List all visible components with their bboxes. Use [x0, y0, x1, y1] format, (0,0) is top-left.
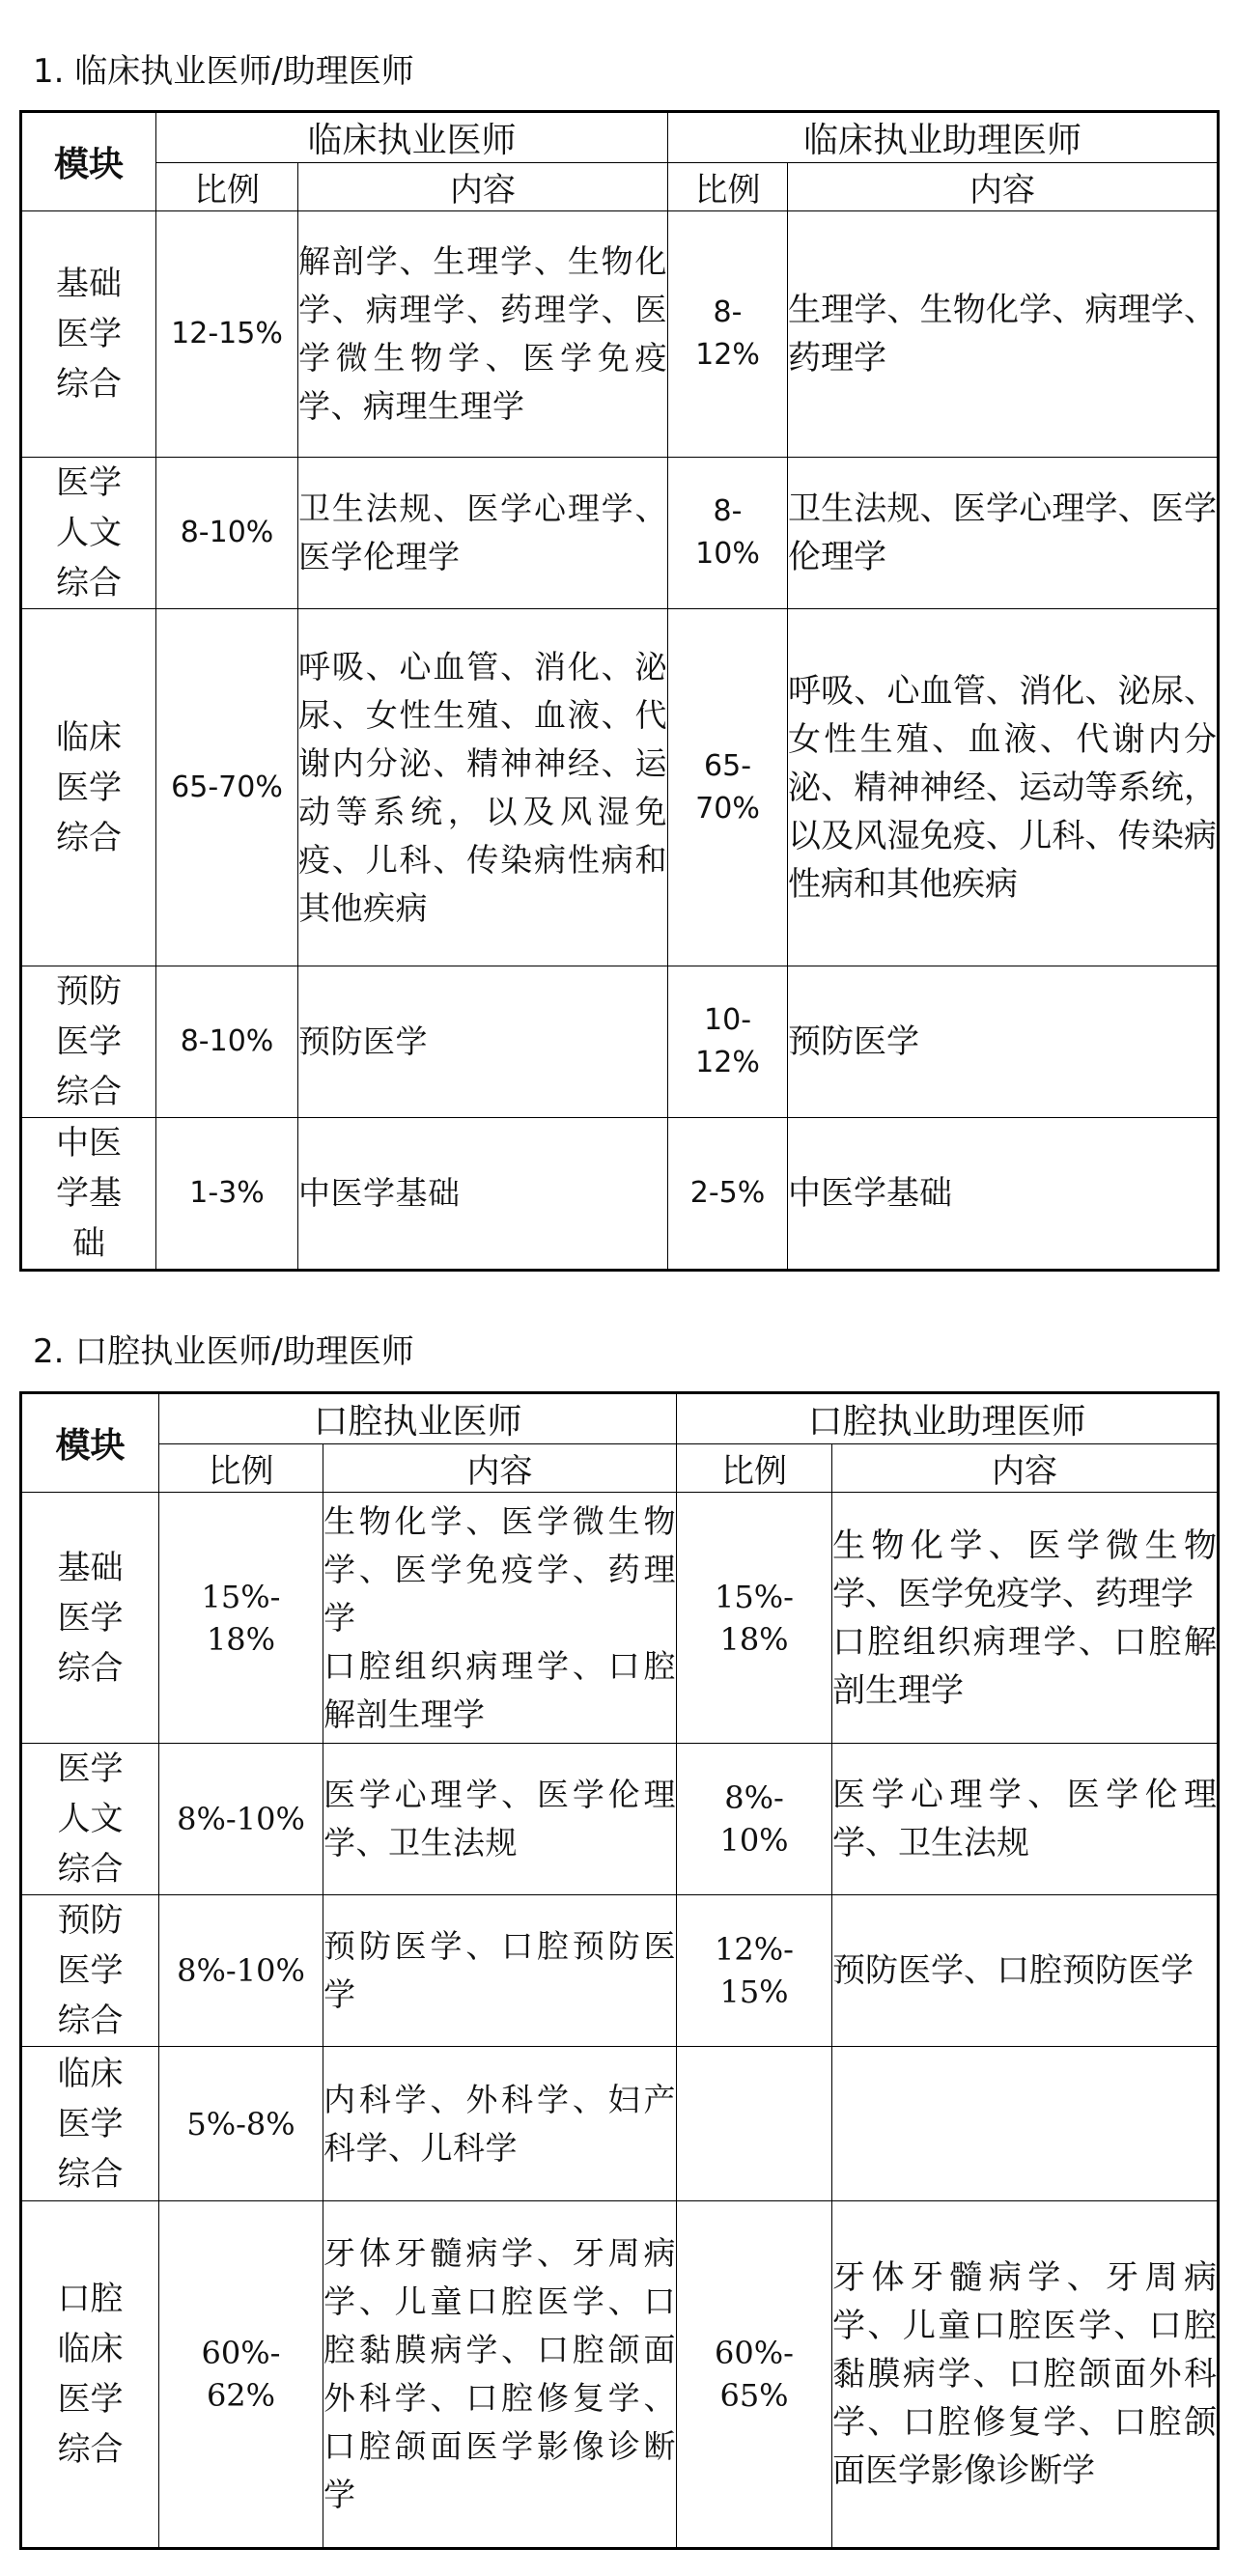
content-cell: 医学心理学、医学伦理学、卫生法规	[323, 1744, 677, 1895]
ratio-cell	[677, 2047, 832, 2201]
table-row	[21, 1744, 1219, 1895]
table-subheader-row	[21, 1444, 1219, 1493]
ratio-cell: 65-70%	[156, 609, 298, 966]
table-row	[21, 1493, 1219, 1744]
ratio-cell: 12%- 15%	[677, 1895, 832, 2047]
group-a-header: 临床执业医师	[156, 112, 668, 163]
ratio-cell: 60%- 62%	[159, 2201, 323, 2549]
group-b-header: 临床执业助理医师	[668, 112, 1219, 163]
ratio-cell: 8-10%	[156, 458, 298, 609]
ratio-header: 比例	[159, 1444, 323, 1493]
dental-exam-table	[19, 1391, 1220, 2550]
module-header: 模块	[21, 1393, 159, 1493]
table-row	[21, 2047, 1219, 2201]
ratio-header: 比例	[668, 163, 788, 211]
ratio-cell: 10- 12%	[668, 966, 788, 1118]
content-cell: 卫生法规、医学心理学、医学伦理学	[298, 458, 668, 609]
content-cell: 牙体牙髓病学、牙周病学、儿童口腔医学、口腔黏膜病学、口腔颌面外科学、口腔修复学、口腔颌面医学影像诊断学	[832, 2201, 1219, 2549]
content-cell: 预防医学	[298, 966, 668, 1118]
content-cell: 解剖学、生理学、生物化学、病理学、药理学、医学微生物学、医学免疫学、病理生理学	[298, 211, 668, 458]
ratio-cell: 8%-10%	[159, 1744, 323, 1895]
content-cell: 预防医学	[788, 966, 1219, 1118]
section-1-title: 1. 临床执业医师/助理医师	[33, 52, 414, 91]
module-cell: 医学 人文 综合	[21, 458, 156, 609]
ratio-header: 比例	[677, 1444, 832, 1493]
ratio-cell: 12-15%	[156, 211, 298, 458]
module-cell: 口腔 临床 医学 综合	[21, 2201, 159, 2549]
content-cell: 预防医学、口腔预防医学	[323, 1895, 677, 2047]
ratio-cell: 60%- 65%	[677, 2201, 832, 2549]
table-row	[21, 211, 1219, 458]
ratio-cell: 8%- 10%	[677, 1744, 832, 1895]
ratio-cell: 1-3%	[156, 1118, 298, 1271]
table-row	[21, 458, 1219, 609]
ratio-cell: 2-5%	[668, 1118, 788, 1271]
module-cell: 基础 医学 综合	[21, 211, 156, 458]
table-header-row	[21, 1393, 1219, 1444]
ratio-cell: 65- 70%	[668, 609, 788, 966]
ratio-cell: 15%- 18%	[677, 1493, 832, 1744]
content-cell: 卫生法规、医学心理学、医学伦理学	[788, 458, 1219, 609]
content-header: 内容	[323, 1444, 677, 1493]
group-b-header: 口腔执业助理医师	[677, 1393, 1219, 1444]
module-cell: 中医 学基 础	[21, 1118, 156, 1271]
table-row	[21, 966, 1219, 1118]
module-header: 模块	[21, 112, 156, 211]
module-cell: 临床 医学 综合	[21, 609, 156, 966]
content-header: 内容	[788, 163, 1219, 211]
table-row	[21, 609, 1219, 966]
table-subheader-row	[21, 163, 1219, 211]
module-cell: 基础 医学 综合	[21, 1493, 159, 1744]
content-cell: 生物化学、医学微生物学、医学免疫学、药理学 口腔组织病理学、口腔解剖生理学	[832, 1493, 1219, 1744]
ratio-cell: 15%- 18%	[159, 1493, 323, 1744]
ratio-cell: 8- 12%	[668, 211, 788, 458]
ratio-cell: 8- 10%	[668, 458, 788, 609]
module-cell: 预防 医学 综合	[21, 1895, 159, 2047]
content-cell: 呼吸、心血管、消化、泌尿、女性生殖、血液、代谢内分泌、精神神经、运动等系统，以及风湿免疫、儿科、传染病性病和其他疾病	[788, 609, 1219, 966]
clinical-exam-table	[19, 110, 1220, 1272]
module-cell: 医学 人文 综合	[21, 1744, 159, 1895]
content-cell	[832, 2047, 1219, 2201]
content-cell: 生理学、生物化学、病理学、药理学	[788, 211, 1219, 458]
module-cell: 临床 医学 综合	[21, 2047, 159, 2201]
table-row	[21, 1895, 1219, 2047]
content-cell: 医学心理学、医学伦理学、卫生法规	[832, 1744, 1219, 1895]
ratio-cell: 8-10%	[156, 966, 298, 1118]
content-cell: 呼吸、心血管、消化、泌尿、女性生殖、血液、代谢内分泌、精神神经、运动等系统，以及风湿免疫、儿科、传染病性病和其他疾病	[298, 609, 668, 966]
content-cell: 生物化学、医学微生物学、医学免疫学、药理学 口腔组织病理学、口腔解剖生理学	[323, 1493, 677, 1744]
content-cell: 内科学、外科学、妇产科学、儿科学	[323, 2047, 677, 2201]
section-2-title: 2. 口腔执业医师/助理医师	[33, 1332, 414, 1371]
table-header-row	[21, 112, 1219, 163]
table-row	[21, 1118, 1219, 1271]
content-cell: 牙体牙髓病学、牙周病学、儿童口腔医学、口腔黏膜病学、口腔颌面外科学、口腔修复学、口腔颌面医学影像诊断学	[323, 2201, 677, 2549]
table-row	[21, 2201, 1219, 2549]
ratio-cell: 5%-8%	[159, 2047, 323, 2201]
module-cell: 预防 医学 综合	[21, 966, 156, 1118]
content-cell: 预防医学、口腔预防医学	[832, 1895, 1219, 2047]
content-header: 内容	[298, 163, 668, 211]
content-header: 内容	[832, 1444, 1219, 1493]
group-a-header: 口腔执业医师	[159, 1393, 677, 1444]
content-cell: 中医学基础	[788, 1118, 1219, 1271]
ratio-cell: 8%-10%	[159, 1895, 323, 2047]
content-cell: 中医学基础	[298, 1118, 668, 1271]
ratio-header: 比例	[156, 163, 298, 211]
